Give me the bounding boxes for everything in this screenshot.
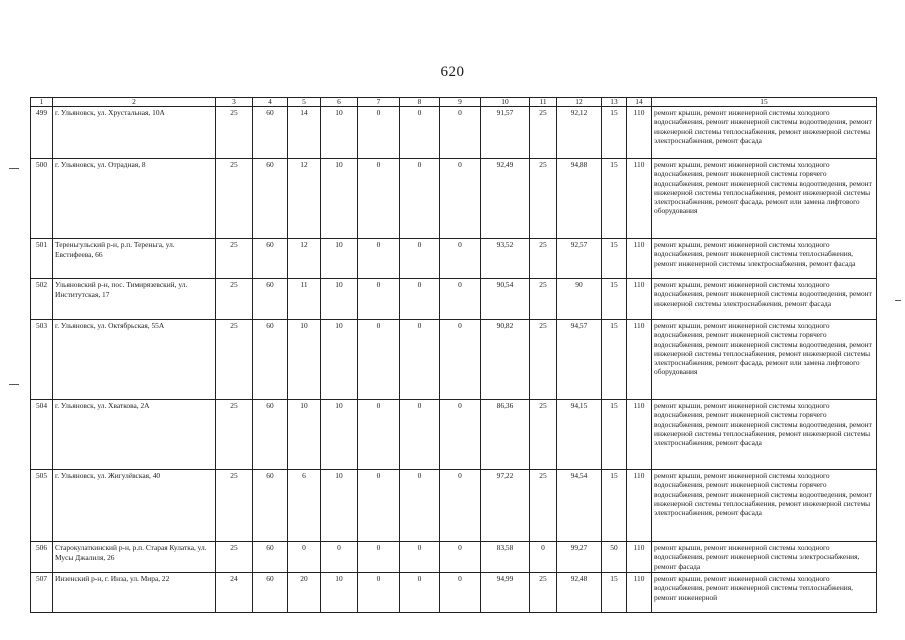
- table-cell: 60: [253, 320, 288, 400]
- table-cell: 60: [253, 573, 288, 613]
- header-cell: 9: [440, 98, 481, 107]
- repair-schedule-table-wrapper: [30, 97, 877, 613]
- table-row: [31, 320, 877, 400]
- table-cell: 0: [440, 279, 481, 320]
- table-cell: 12: [288, 159, 321, 239]
- table-cell: 110: [627, 279, 652, 320]
- table-row: [31, 400, 877, 470]
- works-list-cell: ремонт крыши, ремонт инженерной системы холодного водоснабжения, ремонт инженерной системы теплоснабжения, ремонт инженерной: [652, 573, 877, 613]
- table-cell: 12: [288, 239, 321, 279]
- table-cell: 15: [602, 159, 627, 239]
- table-cell: 0: [400, 573, 440, 613]
- table-cell: 110: [627, 159, 652, 239]
- table-cell: 25: [216, 470, 253, 542]
- table-cell: 0: [440, 400, 481, 470]
- table-cell: 15: [602, 239, 627, 279]
- works-list-cell: ремонт крыши, ремонт инженерной системы холодного водоснабжения, ремонт инженерной системы водоотведения, ремонт инженерной системы теплоснабжения, ремонт инженерной системы электроснабжения, ремонт фасада: [652, 107, 877, 159]
- table-cell: 20: [288, 573, 321, 613]
- table-cell: 91,57: [481, 107, 530, 159]
- table-cell: 0: [358, 239, 400, 279]
- table-cell: 50: [602, 542, 627, 573]
- table-cell: 25: [216, 279, 253, 320]
- table-cell: 0: [321, 542, 358, 573]
- scan-artifact: [9, 384, 19, 385]
- table-cell: 25: [530, 279, 557, 320]
- table-cell: 10: [321, 320, 358, 400]
- repair-schedule-table: [30, 97, 877, 613]
- header-cell: 4: [253, 98, 288, 107]
- table-cell: 90,82: [481, 320, 530, 400]
- table-cell: 0: [440, 159, 481, 239]
- table-cell: 60: [253, 159, 288, 239]
- table-cell: 14: [288, 107, 321, 159]
- table-cell: 25: [216, 320, 253, 400]
- table-cell: 110: [627, 107, 652, 159]
- table-cell: 10: [321, 400, 358, 470]
- table-cell: 0: [358, 107, 400, 159]
- table-cell: 92,12: [557, 107, 602, 159]
- table-cell: 10: [321, 279, 358, 320]
- table-cell: 0: [400, 239, 440, 279]
- table-cell: 60: [253, 239, 288, 279]
- table-cell: 25: [216, 107, 253, 159]
- row-number: 506: [31, 542, 53, 573]
- table-cell: 15: [602, 320, 627, 400]
- works-list-cell: ремонт крыши, ремонт инженерной системы холодного водоснабжения, ремонт инженерной системы водоотведения, ремонт инженерной системы электроснабжения, ремонт фасада: [652, 279, 877, 320]
- scan-artifact: [9, 168, 19, 169]
- table-cell: 10: [288, 320, 321, 400]
- header-cell: 11: [530, 98, 557, 107]
- table-cell: 10: [321, 573, 358, 613]
- table-cell: 15: [602, 400, 627, 470]
- row-number: 507: [31, 573, 53, 613]
- address-cell: Инзенский р-н, г. Инза, ул. Мира, 22: [53, 573, 216, 613]
- table-cell: 10: [288, 400, 321, 470]
- table-cell: 0: [358, 320, 400, 400]
- header-cell: 6: [321, 98, 358, 107]
- table-cell: 0: [440, 239, 481, 279]
- table-cell: 0: [440, 573, 481, 613]
- table-cell: 97,22: [481, 470, 530, 542]
- table-row: [31, 470, 877, 542]
- table-cell: 15: [602, 107, 627, 159]
- table-cell: 92,48: [557, 573, 602, 613]
- table-cell: 0: [440, 542, 481, 573]
- row-number: 500: [31, 159, 53, 239]
- table-cell: 25: [530, 470, 557, 542]
- table-cell: 0: [400, 400, 440, 470]
- table-cell: 25: [216, 400, 253, 470]
- table-cell: 0: [400, 320, 440, 400]
- table-row: [31, 542, 877, 573]
- table-cell: 94,15: [557, 400, 602, 470]
- table-cell: 11: [288, 279, 321, 320]
- header-cell: 2: [53, 98, 216, 107]
- table-cell: 15: [602, 279, 627, 320]
- table-cell: 25: [530, 159, 557, 239]
- header-cell: 3: [216, 98, 253, 107]
- table-row: [31, 107, 877, 159]
- table-cell: 25: [216, 159, 253, 239]
- works-list-cell: ремонт крыши, ремонт инженерной системы холодного водоснабжения, ремонт инженерной системы электроснабжения, ремонт фасада: [652, 542, 877, 573]
- header-cell: 14: [627, 98, 652, 107]
- table-cell: 25: [530, 320, 557, 400]
- address-cell: Ульяновский р-н, пос. Тимирязевский, ул. Институтская, 17: [53, 279, 216, 320]
- address-cell: Тереньгульский р-н, р.п. Тереньга, ул. Евстифеева, 66: [53, 239, 216, 279]
- header-cell: 13: [602, 98, 627, 107]
- table-cell: 0: [358, 470, 400, 542]
- works-list-cell: ремонт крыши, ремонт инженерной системы холодного водоснабжения, ремонт инженерной системы горячего водоснабжения, ремонт инженерной системы водоотведения, ремонт инженерной системы теплоснабжения, ремонт инженерной системы электроснабжения, ремонт фасада, ремонт или замена лифтового оборудования: [652, 159, 877, 239]
- table-cell: 60: [253, 279, 288, 320]
- table-cell: 25: [530, 573, 557, 613]
- row-number: 504: [31, 400, 53, 470]
- table-cell: 0: [440, 470, 481, 542]
- table-cell: 15: [602, 573, 627, 613]
- table-cell: 15: [602, 470, 627, 542]
- table-cell: 25: [530, 400, 557, 470]
- table-cell: 0: [358, 400, 400, 470]
- row-number: 503: [31, 320, 53, 400]
- table-cell: 110: [627, 320, 652, 400]
- table-cell: 0: [440, 320, 481, 400]
- table-cell: 25: [530, 107, 557, 159]
- header-cell: 15: [652, 98, 877, 107]
- table-cell: 60: [253, 470, 288, 542]
- table-cell: 10: [321, 470, 358, 542]
- header-cell: 1: [31, 98, 53, 107]
- table-header-row: [31, 98, 877, 107]
- table-row: [31, 159, 877, 239]
- table-cell: 60: [253, 542, 288, 573]
- row-number: 499: [31, 107, 53, 159]
- page-number: 620: [440, 64, 465, 80]
- address-cell: г. Ульяновск, ул. Жигулёвская, 40: [53, 470, 216, 542]
- header-cell: 5: [288, 98, 321, 107]
- table-cell: 92,57: [557, 239, 602, 279]
- table-cell: 86,36: [481, 400, 530, 470]
- table-cell: 6: [288, 470, 321, 542]
- table-cell: 0: [530, 542, 557, 573]
- row-number: 505: [31, 470, 53, 542]
- table-row: [31, 239, 877, 279]
- header-cell: 7: [358, 98, 400, 107]
- table-cell: 94,88: [557, 159, 602, 239]
- table-cell: 83,58: [481, 542, 530, 573]
- table-cell: 0: [400, 542, 440, 573]
- works-list-cell: ремонт крыши, ремонт инженерной системы холодного водоснабжения, ремонт инженерной системы теплоснабжения, ремонт инженерной системы электроснабжения, ремонт фасада: [652, 239, 877, 279]
- table-cell: 110: [627, 470, 652, 542]
- table-row: [31, 573, 877, 613]
- table-cell: 93,52: [481, 239, 530, 279]
- header-cell: 8: [400, 98, 440, 107]
- header-cell: 10: [481, 98, 530, 107]
- table-cell: 0: [358, 573, 400, 613]
- header-cell: 12: [557, 98, 602, 107]
- scan-artifact: [895, 300, 901, 301]
- table-cell: 0: [358, 279, 400, 320]
- address-cell: г. Ульяновск, ул. Отрадная, 8: [53, 159, 216, 239]
- table-cell: 10: [321, 239, 358, 279]
- table-cell: 25: [216, 239, 253, 279]
- address-cell: Старокулаткинский р-н, р.п. Старая Кулатка, ул. Мусы Джалиля, 26: [53, 542, 216, 573]
- row-number: 501: [31, 239, 53, 279]
- table-cell: 94,57: [557, 320, 602, 400]
- table-cell: 90,54: [481, 279, 530, 320]
- works-list-cell: ремонт крыши, ремонт инженерной системы холодного водоснабжения, ремонт инженерной системы горячего водоснабжения, ремонт инженерной системы водоотведения, ремонт инженерной системы теплоснабжения, ремонт инженерной системы электроснабжения, ремонт фасада, ремонт или замена лифтового оборудования: [652, 320, 877, 400]
- table-cell: 99,27: [557, 542, 602, 573]
- table-cell: 0: [288, 542, 321, 573]
- table-cell: 0: [358, 159, 400, 239]
- table-cell: 25: [530, 239, 557, 279]
- row-number: 502: [31, 279, 53, 320]
- table-cell: 110: [627, 573, 652, 613]
- table-cell: 24: [216, 573, 253, 613]
- table-cell: 25: [216, 542, 253, 573]
- table-cell: 110: [627, 542, 652, 573]
- table-cell: 110: [627, 239, 652, 279]
- table-cell: 10: [321, 107, 358, 159]
- table-cell: 110: [627, 400, 652, 470]
- table-cell: 60: [253, 400, 288, 470]
- address-cell: г. Ульяновск, ул. Хваткова, 2А: [53, 400, 216, 470]
- table-cell: 0: [400, 279, 440, 320]
- table-cell: 0: [358, 542, 400, 573]
- table-cell: 0: [400, 470, 440, 542]
- works-list-cell: ремонт крыши, ремонт инженерной системы холодного водоснабжения, ремонт инженерной системы горячего водоснабжения, ремонт инженерной системы водоотведения, ремонт инженерной системы теплоснабжения, ремонт инженерной системы электроснабжения, ремонт фасада: [652, 470, 877, 542]
- table-cell: 60: [253, 107, 288, 159]
- table-cell: 0: [400, 159, 440, 239]
- table-cell: 0: [440, 107, 481, 159]
- table-cell: 0: [400, 107, 440, 159]
- address-cell: г. Ульяновск, ул. Хрустальная, 10А: [53, 107, 216, 159]
- table-cell: 94,54: [557, 470, 602, 542]
- table-cell: 90: [557, 279, 602, 320]
- table-cell: 10: [321, 159, 358, 239]
- address-cell: г. Ульяновск, ул. Октябрьская, 55А: [53, 320, 216, 400]
- table-row: [31, 279, 877, 320]
- table-cell: 92,49: [481, 159, 530, 239]
- works-list-cell: ремонт крыши, ремонт инженерной системы холодного водоснабжения, ремонт инженерной системы горячего водоснабжения, ремонт инженерной системы водоотведения, ремонт инженерной системы теплоснабжения, ремонт инженерной системы электроснабжения, ремонт фасада: [652, 400, 877, 470]
- table-cell: 94,99: [481, 573, 530, 613]
